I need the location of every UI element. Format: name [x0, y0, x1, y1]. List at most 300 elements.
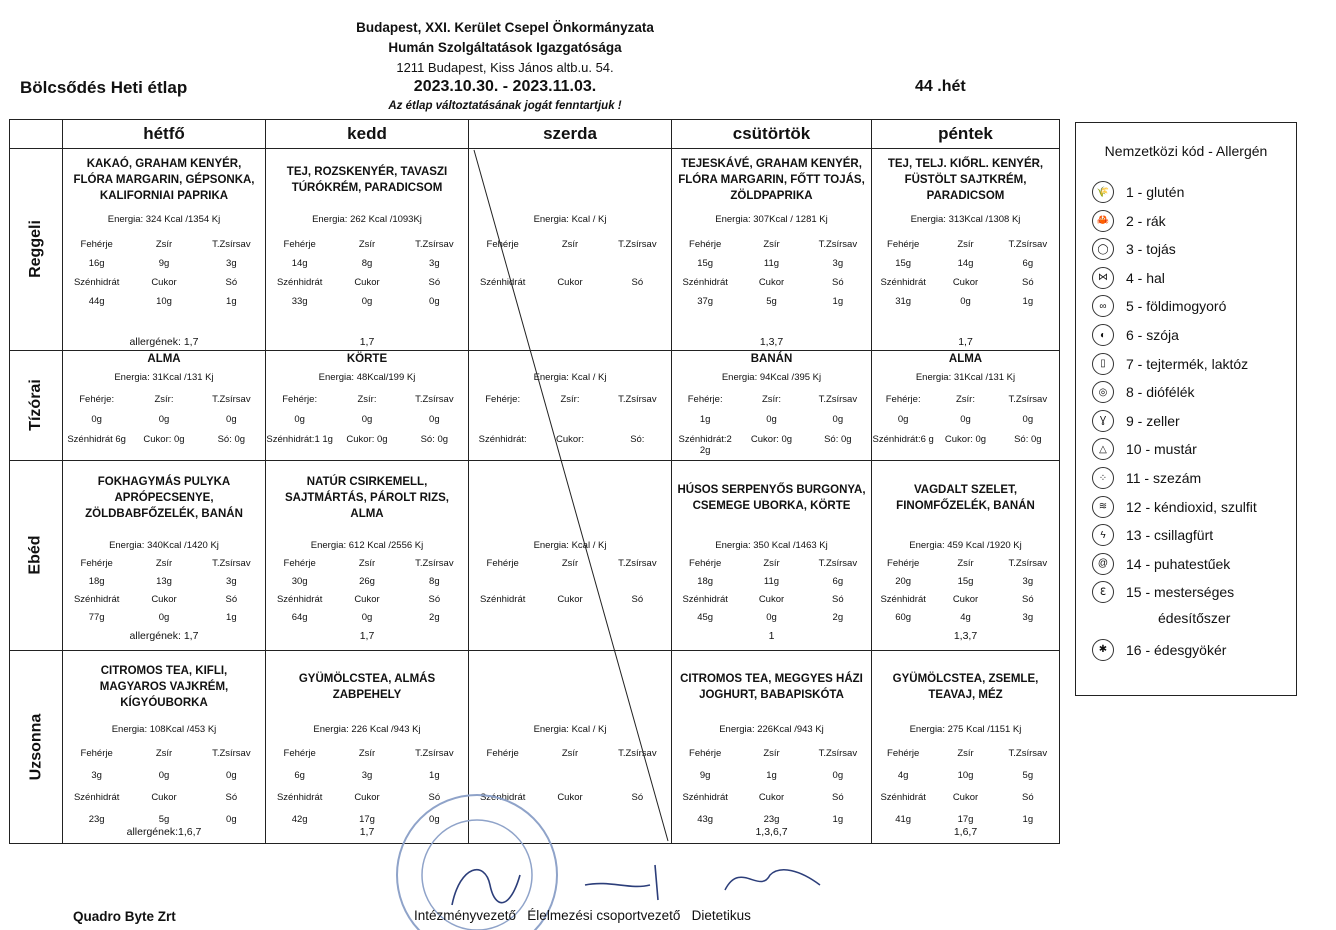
nutrition-value: 1g	[766, 770, 777, 781]
allergen-codes: 1,3,7	[953, 630, 978, 642]
allergen-codes: 1,7	[359, 826, 375, 838]
dish-name: GYÜMÖLCSTEA, ALMÁS ZABPEHELY	[298, 673, 436, 701]
nutrition-value: Cukor	[354, 792, 380, 803]
legend-label: 3 - tojás	[1126, 241, 1176, 258]
nutrition-value: Fehérje:	[79, 394, 115, 405]
nutrition-value: Só	[832, 277, 844, 288]
nutrition-row	[872, 434, 1059, 445]
nutrition-value: 20g	[895, 576, 912, 587]
energy-value: Energia: Kcal / Kj	[533, 214, 607, 225]
nutrition-value: Só	[631, 277, 644, 288]
nutrition-value: T.Zsírsav	[618, 558, 657, 569]
dish-name: TEJ, TELJ. KIŐRL. KENYÉR, FÜSTÖLT SAJTKRÉM, PARADICSOM	[887, 158, 1044, 202]
ebed-cell	[265, 460, 468, 650]
nutrition-value: 1g	[226, 612, 237, 623]
nutrition-value: Szénhidrát	[276, 594, 323, 605]
day-header-wednesday: szerda	[468, 120, 671, 148]
legend-item	[1092, 553, 1230, 575]
row-label-snack: Tízórai	[10, 350, 63, 460]
nutrition-value: Fehérje	[283, 239, 316, 250]
legend-item	[1092, 210, 1166, 232]
nutrition-row	[672, 792, 871, 803]
legend-item	[1092, 467, 1201, 489]
nutrition-value: 18g	[88, 576, 105, 587]
nutrition-value: Cukor	[151, 277, 177, 288]
nutrition-value: Cukor	[758, 792, 785, 803]
row-label-breakfast: Reggeli	[10, 148, 63, 350]
mollusc-icon: @	[1092, 553, 1114, 575]
nutrition-value: Só	[832, 594, 844, 605]
nutrition-value: T.Zsírsav	[212, 394, 251, 405]
nutrition-value: 0g	[226, 414, 237, 425]
nutrition-value: 6g	[294, 770, 305, 781]
signatures-scribble	[440, 855, 850, 915]
nutrition-value: 8g	[429, 576, 440, 587]
dish-name: TEJESKÁVÉ, GRAHAM KENYÉR, FLÓRA MARGARIN, FŐTT TOJÁS, ZÖLDPAPRIKA	[678, 158, 865, 202]
legend-label: édesítőszer	[1158, 610, 1231, 626]
nutrition-value: Zsír	[358, 748, 376, 759]
nutrition-value: 31g	[895, 296, 912, 307]
row-label-afternoon-snack: Uzsonna	[10, 650, 63, 843]
nutrition-value: Cukor	[758, 277, 785, 288]
nutrition-value: Zsír	[155, 558, 173, 569]
legend-item	[1092, 639, 1226, 661]
nutrition-value: 0g	[832, 770, 844, 781]
nutrition-value: Szénhidrát	[682, 792, 728, 803]
nutrition-row	[63, 239, 265, 250]
nutrition-value: 0g	[960, 414, 971, 425]
nutrition-row	[63, 814, 265, 825]
nutrition-value: Só	[1022, 277, 1034, 288]
nutrition-value: T.Zsírsav	[415, 558, 454, 569]
nutrition-row	[63, 594, 265, 605]
allergen-codes: 1,6,7	[953, 826, 978, 838]
nutrition-value: Cukor	[758, 594, 785, 605]
legend-item	[1092, 295, 1226, 317]
legend-item	[1092, 410, 1180, 432]
legend-label: 9 - zeller	[1126, 412, 1180, 429]
energy-value: Energia: 324 Kcal /1354 Kj	[107, 214, 221, 225]
nut-icon: ◎	[1092, 381, 1114, 403]
nutrition-value: Szénhidrát 6g	[67, 434, 126, 445]
nutrition-row	[672, 594, 871, 605]
nutrition-value: 45g	[697, 612, 714, 623]
nutrition-value: 33g	[291, 296, 308, 307]
nutrition-row	[872, 770, 1059, 781]
nutrition-value: T.Zsírsav	[818, 394, 858, 405]
nutrition-value: Fehérje:	[485, 394, 521, 405]
nutrition-row	[63, 576, 265, 587]
nutrition-row	[672, 612, 871, 623]
nutrition-value: Só:	[630, 434, 645, 445]
nutrition-value: Fehérje	[283, 558, 316, 569]
nutrition-value: Zsír:	[560, 394, 580, 405]
nutrition-value: Só: 0g	[217, 434, 246, 445]
nutrition-value: 18g	[697, 576, 714, 587]
nutrition-value: T.Zsírsav	[818, 558, 858, 569]
nutrition-row	[63, 258, 265, 269]
nutrition-value: Cukor:	[556, 434, 584, 445]
uzsonna-cell	[671, 650, 871, 843]
nutrition-value: Fehérje	[80, 239, 113, 250]
nutrition-value: 10g	[156, 296, 172, 307]
org-name-1: Budapest, XXI. Kerület Csepel Önkormányzata	[356, 20, 654, 35]
nutrition-value: 11g	[763, 576, 780, 587]
nutrition-value: 0g	[429, 414, 440, 425]
nutrition-row	[63, 770, 265, 781]
nutrition-value: Zsír:	[357, 394, 377, 405]
legend-item	[1092, 381, 1194, 403]
day-header-tuesday: kedd	[265, 120, 468, 148]
nutrition-value: Zsír	[358, 239, 376, 250]
nutrition-row	[872, 239, 1059, 250]
nutrition-value: Cukor	[952, 792, 979, 803]
day-header-thursday: csütörtök	[671, 120, 871, 148]
nutrition-value: Szénhidrát	[880, 594, 926, 605]
nutrition-value: 4g	[960, 612, 971, 623]
nutrition-value: 10g	[957, 770, 974, 781]
nutrition-value: Fehérje:	[282, 394, 318, 405]
legend-item	[1092, 181, 1184, 203]
nutrition-value: Cukor	[151, 594, 177, 605]
nutrition-value: 3g	[1022, 576, 1034, 587]
nutrition-value: T.Zsírsav	[415, 239, 454, 250]
energy-value: Energia: 313Kcal /1308 Kj	[910, 214, 1021, 225]
nutrition-value: 0g	[897, 414, 909, 425]
nutrition-value: 14g	[957, 258, 974, 269]
nutrition-value: Fehérje	[283, 748, 316, 759]
legend-label: 7 - tejtermék, laktóz	[1126, 355, 1249, 372]
nutrition-value: 43g	[697, 814, 714, 825]
nutrition-value: 15g	[895, 258, 912, 269]
nutrition-value: Zsír	[155, 239, 173, 250]
wednesday-strike-line	[468, 148, 671, 843]
energy-value: Energia: Kcal / Kj	[533, 724, 607, 735]
lupin-icon: ϟ	[1092, 524, 1114, 546]
nutrition-value: Szénhidrát:	[478, 434, 527, 445]
nutrition-value: Zsír	[561, 239, 579, 250]
nutrition-value: Szénhidrát:6 g	[872, 434, 934, 445]
nutrition-value: Szénhidrát	[682, 594, 728, 605]
nutrition-row	[63, 792, 265, 803]
nutrition-value: T.Zsírsav	[618, 239, 657, 250]
nutrition-value: Fehérje	[80, 558, 113, 569]
nutrition-value: 15g	[957, 576, 974, 587]
legend-label: 12 - kéndioxid, szulfit	[1126, 498, 1257, 515]
legend-label: 5 - földimogyoró	[1126, 298, 1227, 315]
energy-value: Energia: 94Kcal /395 Kj	[721, 372, 822, 383]
nutrition-value: 1g	[1022, 296, 1034, 307]
nutrition-row	[872, 612, 1059, 623]
nutrition-value: 42g	[291, 814, 308, 825]
nutrition-value: Szénhidrát	[276, 792, 323, 803]
legend-item	[1092, 267, 1165, 289]
nutrition-value: 0g	[91, 414, 102, 425]
nutrition-row	[872, 394, 1059, 405]
nutrition-value: T.Zsírsav	[618, 394, 657, 405]
fruit-name: ALMA	[948, 353, 983, 365]
nutrition-value: Cukor	[952, 594, 979, 605]
nutrition-value: T.Zsírsav	[1008, 239, 1048, 250]
nutrition-row	[672, 296, 871, 307]
nutrition-row	[872, 558, 1059, 569]
sweetener-icon: ℇ	[1092, 581, 1114, 603]
legend-label: 15 - mesterséges	[1126, 584, 1235, 601]
nutrition-value: Fehérje	[887, 239, 920, 250]
nutrition-row	[872, 277, 1059, 288]
nutrition-row	[672, 394, 871, 405]
nutrition-row	[872, 748, 1059, 759]
nutrition-value: 4g	[897, 770, 909, 781]
nutrition-value: 5g	[158, 814, 170, 825]
soy-icon: ◐	[1092, 324, 1114, 346]
nutrition-row	[266, 296, 468, 307]
nutrition-value: Cukor	[354, 277, 380, 288]
nutrition-value: Fehérje	[689, 748, 722, 759]
reggeli-cell	[871, 148, 1059, 350]
nutrition-value: Só: 0g	[420, 434, 449, 445]
ebed-cell	[62, 460, 265, 650]
nutrition-value: Zsír	[763, 748, 780, 759]
nutrition-row	[872, 814, 1059, 825]
nutrition-value: Só	[1022, 594, 1034, 605]
nutrition-row	[266, 258, 468, 269]
nutrition-row	[63, 612, 265, 623]
nutrition-value: Szénhidrát	[73, 594, 120, 605]
legend-label: 1 - glutén	[1126, 184, 1185, 200]
nutrition-value: Só	[428, 792, 441, 803]
dish-name: TEJ, ROZSKENYÉR, TAVASZI TÚRÓKRÉM, PARADICSOM	[286, 166, 448, 194]
allergen-codes: 1,7	[359, 630, 375, 642]
nutrition-value: T.Zsírsav	[212, 558, 251, 569]
nutrition-value: Só	[428, 594, 441, 605]
nutrition-value: Cukor	[557, 277, 583, 288]
sesame-icon: ⁘	[1092, 467, 1114, 489]
nutrition-value: 0g	[1022, 414, 1034, 425]
nutrition-value: Cukor	[557, 792, 583, 803]
reggeli-cell	[265, 148, 468, 350]
nutrition-value: Zsír	[763, 558, 780, 569]
liquorice-icon: ✱	[1092, 639, 1114, 661]
nutrition-value: Só	[1022, 792, 1034, 803]
energy-value: Energia: 108Kcal /453 Kj	[111, 724, 217, 735]
nutrition-value: Zsír:	[154, 394, 174, 405]
legend-item	[1092, 581, 1234, 603]
nutrition-row	[63, 434, 265, 445]
nutrition-value: 2g	[832, 612, 844, 623]
nutrition-value: 3g	[226, 576, 237, 587]
energy-value: Energia: 226 Kcal /943 Kj	[313, 724, 421, 735]
nutrition-value: Cukor	[557, 594, 583, 605]
nutrition-value: 3g	[226, 258, 237, 269]
allergen-codes: 1,7	[359, 336, 375, 348]
nutrition-value: T.Zsírsav	[818, 239, 858, 250]
nutrition-value: 0g	[766, 414, 777, 425]
nutrition-value: 0g	[361, 612, 373, 623]
nutrition-value: 16g	[88, 258, 105, 269]
dish-name: FOKHAGYMÁS PULYKA APRÓPECSENYE, ZÖLDBABFŐZELÉK, BANÁN	[85, 476, 243, 520]
nutrition-value: T.Zsírsav	[818, 748, 858, 759]
legend-label: 6 - szója	[1126, 327, 1179, 343]
nutrition-value: Só: 0g	[1014, 434, 1042, 445]
nutrition-value: 3g	[1022, 612, 1034, 623]
nutrition-row	[266, 770, 468, 781]
nutrition-value: 6g	[832, 576, 844, 587]
page-title: Bölcsődés Heti étlap	[20, 78, 188, 97]
energy-value: Energia: 612 Kcal /2556 Kj	[310, 540, 424, 551]
nutrition-value: 26g	[359, 576, 375, 587]
nutrition-value: Cukor: 0g	[944, 434, 987, 445]
nutrition-value: Fehérje	[887, 748, 920, 759]
nutrition-value: 0g	[226, 770, 237, 781]
nutrition-row	[872, 792, 1059, 803]
nutrition-value: T.Zsírsav	[415, 748, 454, 759]
nutrition-value: Zsír	[358, 558, 376, 569]
dish-name: VAGDALT SZELET, FINOMFŐZELÉK, BANÁN	[896, 484, 1035, 512]
legend-label: 16 - édesgyökér	[1126, 641, 1227, 658]
energy-value: Energia: 307Kcal / 1281 Kj	[715, 214, 828, 225]
nutrition-value: Zsír:	[955, 394, 975, 405]
nutrition-value: Cukor	[354, 594, 380, 605]
nutrition-value: Só	[428, 277, 441, 288]
nutrition-row	[266, 414, 468, 425]
nutrition-value: 1g	[226, 296, 237, 307]
nutrition-row	[63, 558, 265, 569]
nutrition-row	[266, 434, 468, 445]
legend-label: 8 - diófélék	[1126, 384, 1195, 401]
legend-item	[1092, 438, 1197, 460]
peanut-icon: ∞	[1092, 295, 1114, 317]
legend-item	[1092, 496, 1257, 518]
company-name: Quadro Byte Zrt	[73, 909, 176, 924]
nutrition-row	[63, 277, 265, 288]
tizorai-cell	[671, 350, 871, 460]
nutrition-value: Szénhidrát	[479, 792, 526, 803]
nutrition-value: 3g	[91, 770, 102, 781]
milk-icon: ▯	[1092, 353, 1114, 375]
nutrition-row	[266, 576, 468, 587]
nutrition-value: 23g	[763, 814, 780, 825]
nutrition-value: 0g	[158, 612, 170, 623]
nutrition-value: Fehérje	[80, 748, 113, 759]
nutrition-value: 30g	[291, 576, 308, 587]
energy-value: Energia: 226Kcal /943 Kj	[719, 724, 824, 735]
nutrition-value: 17g	[359, 814, 375, 825]
nutrition-value: 0g	[361, 296, 373, 307]
legend-label: 2 - rák	[1126, 212, 1166, 229]
allergen-codes: allergének: 1,7	[129, 630, 199, 642]
uzsonna-cell	[62, 650, 265, 843]
legend-label: 10 - mustár	[1126, 441, 1197, 458]
nutrition-row	[872, 414, 1059, 425]
dish-name: GYÜMÖLCSTEA, ZSEMLE, TEAVAJ, MÉZ	[892, 673, 1039, 701]
nutrition-row	[672, 414, 871, 425]
wheat-icon: 🌾	[1092, 181, 1114, 203]
reggeli-cell	[671, 148, 871, 350]
nutrition-value: 5g	[766, 296, 777, 307]
tizorai-cell	[62, 350, 265, 460]
nutrition-value: Cukor: 0g	[143, 434, 185, 445]
nutrition-row	[266, 394, 468, 405]
menu-table	[9, 119, 1060, 844]
nutrition-value: 3g	[361, 770, 373, 781]
nutrition-row	[672, 434, 871, 456]
nutrition-value: 60g	[895, 612, 912, 623]
nutrition-value: T.Zsírsav	[212, 748, 251, 759]
nutrition-value: Fehérje	[689, 239, 722, 250]
fish-icon: ⋈	[1092, 267, 1114, 289]
tizorai-cell	[871, 350, 1059, 460]
nutrition-value: Szénhidrát	[73, 277, 120, 288]
dish-name: KAKAÓ, GRAHAM KENYÉR, FLÓRA MARGARIN, GÉPSONKA, KALIFORNIAI PAPRIKA	[73, 158, 255, 202]
nutrition-value: Só	[225, 792, 238, 803]
nutrition-value: Szénhidrát	[880, 277, 926, 288]
nutrition-value: Fehérje:	[885, 394, 921, 405]
dish-name: CITROMOS TEA, KIFLI, MAGYAROS VAJKRÉM, KÍGYÓUBORKA	[99, 665, 229, 709]
nutrition-value: Zsír	[155, 748, 173, 759]
nutrition-value: 11g	[763, 258, 780, 269]
nutrition-value: 1g	[1022, 814, 1034, 825]
nutrition-value: 0g	[766, 612, 777, 623]
nutrition-value: 6g	[1022, 258, 1034, 269]
day-header-friday: péntek	[871, 120, 1059, 148]
nutrition-row	[63, 414, 265, 425]
fruit-name: BANÁN	[750, 353, 793, 365]
nutrition-value: 14g	[291, 258, 308, 269]
nutrition-value: 0g	[429, 814, 440, 825]
nutrition-value: Fehérje	[486, 239, 519, 250]
date-range: 2023.10.30. - 2023.11.03.	[413, 78, 597, 95]
row-label-lunch: Ebéd	[10, 460, 63, 650]
nutrition-value: Szénhidrát	[479, 594, 526, 605]
week-number: 44 .hét	[915, 78, 966, 95]
nutrition-value: Só	[631, 792, 644, 803]
nutrition-value: Cukor	[151, 792, 177, 803]
nutrition-value: Zsír	[957, 558, 974, 569]
legend-item	[1092, 324, 1179, 346]
nutrition-value: Szénhidrát	[479, 277, 526, 288]
nutrition-row	[63, 296, 265, 307]
legend-label: 14 - puhatestűek	[1126, 555, 1231, 572]
nutrition-row	[672, 558, 871, 569]
org-name-2: Humán Szolgáltatások Igazgatósága	[388, 40, 622, 55]
ebed-cell	[671, 460, 871, 650]
nutrition-value: Cukor	[952, 277, 979, 288]
nutrition-value: 0g	[960, 296, 971, 307]
org-address: 1211 Budapest, Kiss János altb.u. 54.	[396, 60, 614, 75]
energy-value: Energia: Kcal / Kj	[533, 372, 607, 383]
nutrition-value: 13g	[156, 576, 172, 587]
nutrition-row	[672, 770, 871, 781]
energy-value: Energia: 459 Kcal /1920 Kj	[909, 540, 1022, 551]
nutrition-row	[872, 296, 1059, 307]
nutrition-row	[63, 394, 265, 405]
nutrition-value: 3g	[832, 258, 844, 269]
nutrition-row	[872, 258, 1059, 269]
reggeli-cell	[62, 148, 265, 350]
nutrition-value: T.Zsírsav	[415, 394, 454, 405]
allergen-codes: allergének:1,6,7	[126, 826, 202, 838]
nutrition-value: 41g	[895, 814, 912, 825]
nutrition-value: 9g	[699, 770, 711, 781]
dish-name: HÚSOS SERPENYŐS BURGONYA, CSEMEGE UBORKA, KÖRTE	[677, 484, 866, 512]
energy-value: Energia: 31Kcal /131 Kj	[114, 372, 214, 383]
nutrition-value: 17g	[957, 814, 974, 825]
energy-value: Energia: 350 Kcal /1463 Kj	[715, 540, 828, 551]
nutrition-value: 1g	[832, 296, 844, 307]
nutrition-value: Só: 0g	[824, 434, 852, 445]
egg-icon: ◯	[1092, 238, 1114, 260]
